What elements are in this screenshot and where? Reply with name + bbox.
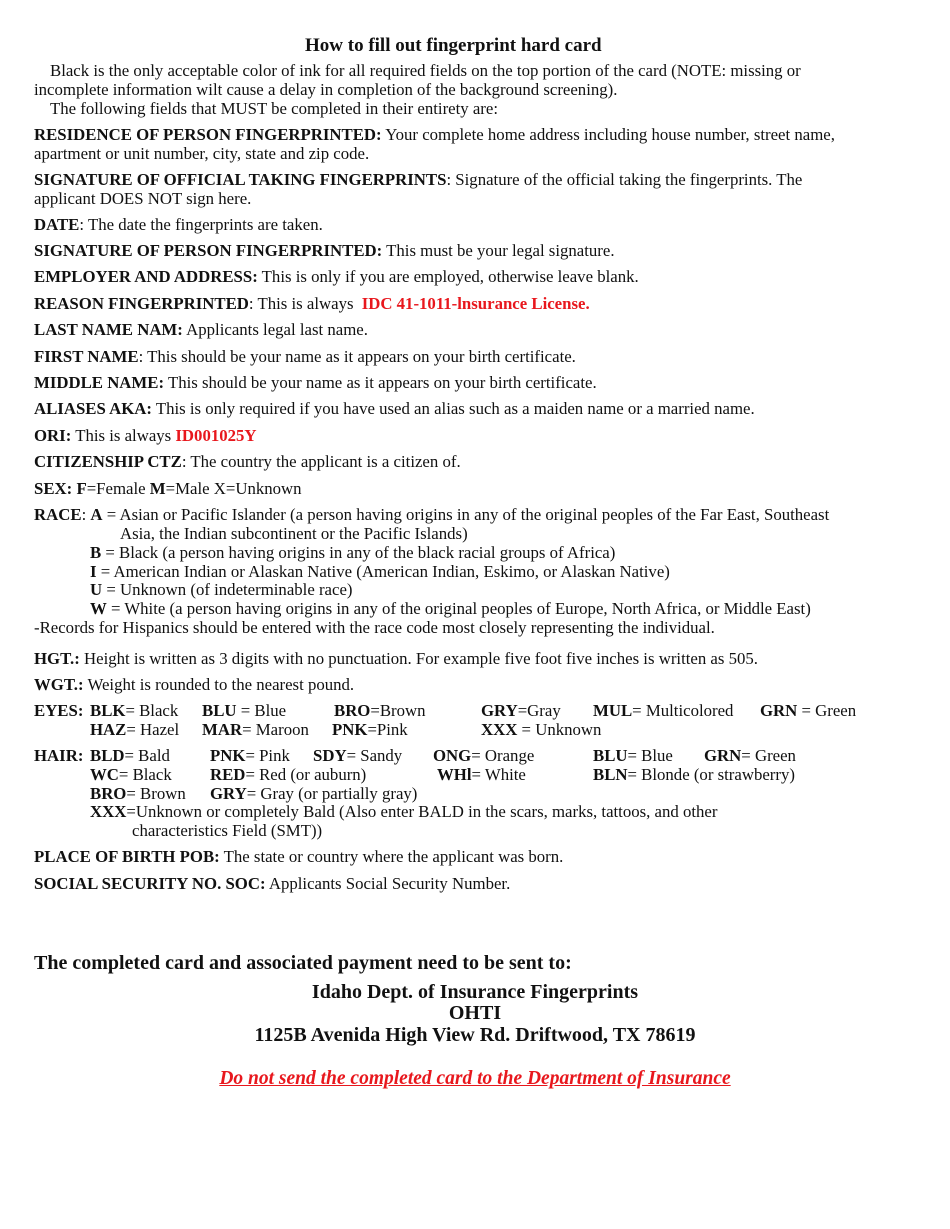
field-text: : This should be your name as it appears on your birth certificate. bbox=[138, 347, 576, 366]
hair-code-bln: BLN= Blonde (or strawberry) bbox=[593, 765, 795, 784]
footer-warning: Do not send the completed card to the Department of Insurance bbox=[219, 1068, 731, 1089]
eyes-code-pnk: PNK=Pink bbox=[332, 720, 408, 739]
field-label: RESIDENCE OF PERSON FINGERPRINTED: bbox=[34, 125, 382, 144]
field-label: EMPLOYER AND ADDRESS: bbox=[34, 267, 258, 286]
field-aliases bbox=[34, 399, 755, 418]
field-signature-official bbox=[34, 170, 802, 189]
field-label: REASON FINGERPRINTED bbox=[34, 294, 249, 313]
field-label: SIGNATURE OF PERSON FINGERPRINTED: bbox=[34, 241, 383, 260]
field-first-name bbox=[34, 347, 576, 366]
field-label: ALIASES AKA: bbox=[34, 399, 152, 418]
field-ori bbox=[34, 426, 257, 445]
code-text: = White (a person having origins in any of the original peoples of Europe, North Africa, or Middle East) bbox=[106, 599, 811, 618]
hair-code-gry: GRY= Gray (or partially gray) bbox=[210, 784, 418, 803]
field-label: SOCIAL SECURITY NO. SOC: bbox=[34, 874, 266, 893]
code: F bbox=[76, 479, 87, 498]
eyes-code-mul: MUL= Multicolored bbox=[593, 701, 734, 720]
footer-dept: OHTI bbox=[448, 1002, 502, 1024]
eyes-code-mar: MAR= Maroon bbox=[202, 720, 309, 739]
race-u bbox=[90, 580, 353, 599]
field-label: WGT.: bbox=[34, 675, 84, 694]
field-pob bbox=[34, 847, 563, 866]
page-title: How to fill out fingerprint hard card bbox=[305, 35, 602, 56]
field-label: HGT.: bbox=[34, 649, 80, 668]
field-label: DATE bbox=[34, 215, 80, 234]
code: M bbox=[149, 479, 166, 498]
eyes-code-gry: GRY=Gray bbox=[481, 701, 561, 720]
race-w bbox=[90, 599, 811, 618]
field-date bbox=[34, 215, 323, 234]
intro-line-3: The following fields that MUST be completed in their entirety are: bbox=[50, 99, 499, 118]
intro-line-2: incomplete information wilt cause a delay in completion of the background screening). bbox=[34, 80, 618, 99]
code: A bbox=[90, 505, 103, 524]
field-label: SIGNATURE OF OFFICIAL TAKING FINGERPRINTS bbox=[34, 170, 447, 189]
code-text: = Asian or Pacific Islander (a person having origins in any of the original peoples of the Far East, Southeast bbox=[102, 505, 830, 524]
field-text: This is always bbox=[71, 426, 176, 445]
hair-code-ong: ONG= Orange bbox=[433, 746, 535, 765]
eyes-label: EYES: bbox=[34, 701, 84, 720]
hair-code-bro: BRO= Brown bbox=[90, 784, 186, 803]
field-label: SEX: bbox=[34, 479, 77, 498]
race-i bbox=[90, 562, 670, 581]
field-residence bbox=[34, 125, 835, 144]
field-text: This must be your legal signature. bbox=[382, 241, 615, 260]
code-text: = Unknown (of indeterminable race) bbox=[102, 580, 353, 599]
hair-code-pnk: PNK= Pink bbox=[210, 746, 290, 765]
field-text: : The date the fingerprints are taken. bbox=[79, 215, 323, 234]
field-soc bbox=[34, 874, 510, 893]
code-text: = American Indian or Alaskan Native (American Indian, Eskimo, or Alaskan Native) bbox=[96, 562, 670, 581]
field-employer bbox=[34, 267, 639, 286]
code: I bbox=[90, 562, 97, 581]
field-race: RACE: A = Asian or Pacific Islander (a person having origins in any of the original peoples of the Far East, Southeast bbox=[34, 505, 830, 524]
field-sex bbox=[34, 479, 302, 498]
field-reason bbox=[34, 294, 590, 313]
field-hgt bbox=[34, 649, 758, 668]
code: W bbox=[90, 599, 107, 618]
field-text: Weight is rounded to the nearest pound. bbox=[83, 675, 355, 694]
field-label: RACE bbox=[34, 505, 82, 524]
field-residence-cont: apartment or unit number, city, state and zip code. bbox=[34, 144, 370, 163]
field-label: CITIZENSHIP CTZ bbox=[34, 452, 182, 471]
field-text: Applicants Social Security Number. bbox=[265, 874, 511, 893]
field-text: : The country the applicant is a citizen of. bbox=[181, 452, 461, 471]
intro-line-1: Black is the only acceptable color of ink for all required fields on the top portion of the card (NOTE: missing or bbox=[50, 61, 801, 80]
code: B bbox=[90, 543, 102, 562]
hair-code-red: RED= Red (or auburn) bbox=[210, 765, 367, 784]
hair-cont: characteristics Field (SMT)) bbox=[132, 821, 323, 840]
field-label: FIRST NAME bbox=[34, 347, 139, 366]
field-label: LAST NAME NAM: bbox=[34, 320, 183, 339]
field-text: This is only if you are employed, otherwise leave blank. bbox=[257, 267, 639, 286]
eyes-code-xxx: XXX = Unknown bbox=[481, 720, 602, 739]
hair-code-whl: WHl= White bbox=[437, 765, 526, 784]
field-text: This is only required if you have used an alias such as a maiden name or a married name. bbox=[151, 399, 755, 418]
field-value-red: ID001025Y bbox=[175, 426, 257, 445]
hair-code-grn: GRN= Green bbox=[704, 746, 796, 765]
code-text: =Female bbox=[86, 479, 150, 498]
field-value-red: IDC 41-1011-lnsurance License. bbox=[361, 294, 590, 313]
eyes-code-grn: GRN = Green bbox=[760, 701, 857, 720]
code-text: = Black (a person having origins in any of the black racial groups of Africa) bbox=[101, 543, 616, 562]
field-signature-person bbox=[34, 241, 615, 260]
field-label: PLACE OF BIRTH POB: bbox=[34, 847, 220, 866]
hair-label: HAIR: bbox=[34, 746, 84, 765]
footer-heading: The completed card and associated payment need to be sent to: bbox=[34, 952, 572, 974]
eyes-code-haz: HAZ= Hazel bbox=[90, 720, 180, 739]
field-last-name bbox=[34, 320, 368, 339]
hair-code-blu: BLU= Blue bbox=[593, 746, 673, 765]
field-text: Applicants legal last name. bbox=[182, 320, 368, 339]
hair-code-bld: BLD= Bald bbox=[90, 746, 170, 765]
footer-org: Idaho Dept. of Insurance Fingerprints bbox=[311, 981, 639, 1003]
race-note: -Records for Hispanics should be entered with the race code most closely representing the individual. bbox=[34, 618, 715, 637]
hair-code-wc: WC= Black bbox=[90, 765, 172, 784]
eyes-code-bro: BRO=Brown bbox=[334, 701, 426, 720]
field-text: Height is written as 3 digits with no punctuation. For example five foot five inches is written as 505. bbox=[79, 649, 758, 668]
footer-address: 1125B Avenida High View Rd. Driftwood, TX 78619 bbox=[254, 1024, 696, 1046]
field-text: : Signature of the official taking the fingerprints. The bbox=[446, 170, 803, 189]
race-a-cont: Asia, the Indian subcontinent or the Pacific Islands) bbox=[120, 524, 468, 543]
field-text: This should be your name as it appears on your birth certificate. bbox=[164, 373, 597, 392]
hair-code-xxx: XXX=Unknown or completely Bald (Also enter BALD in the scars, marks, tattoos, and other bbox=[90, 802, 718, 821]
field-label: ORI: bbox=[34, 426, 72, 445]
field-wgt bbox=[34, 675, 354, 694]
code: U bbox=[90, 580, 103, 599]
field-text: The state or country where the applicant was born. bbox=[219, 847, 564, 866]
field-middle-name bbox=[34, 373, 597, 392]
hair-code-sdy: SDY= Sandy bbox=[313, 746, 403, 765]
code-text: =Male X=Unknown bbox=[165, 479, 302, 498]
field-signature-official-cont: applicant DOES NOT sign here. bbox=[34, 189, 252, 208]
eyes-code-blu: BLU = Blue bbox=[202, 701, 287, 720]
field-text: Your complete home address including house number, street name, bbox=[381, 125, 835, 144]
field-text: : This is always bbox=[248, 294, 358, 313]
field-citizenship bbox=[34, 452, 461, 471]
race-b bbox=[90, 543, 615, 562]
eyes-code-blk: BLK= Black bbox=[90, 701, 179, 720]
field-label: MIDDLE NAME: bbox=[34, 373, 165, 392]
